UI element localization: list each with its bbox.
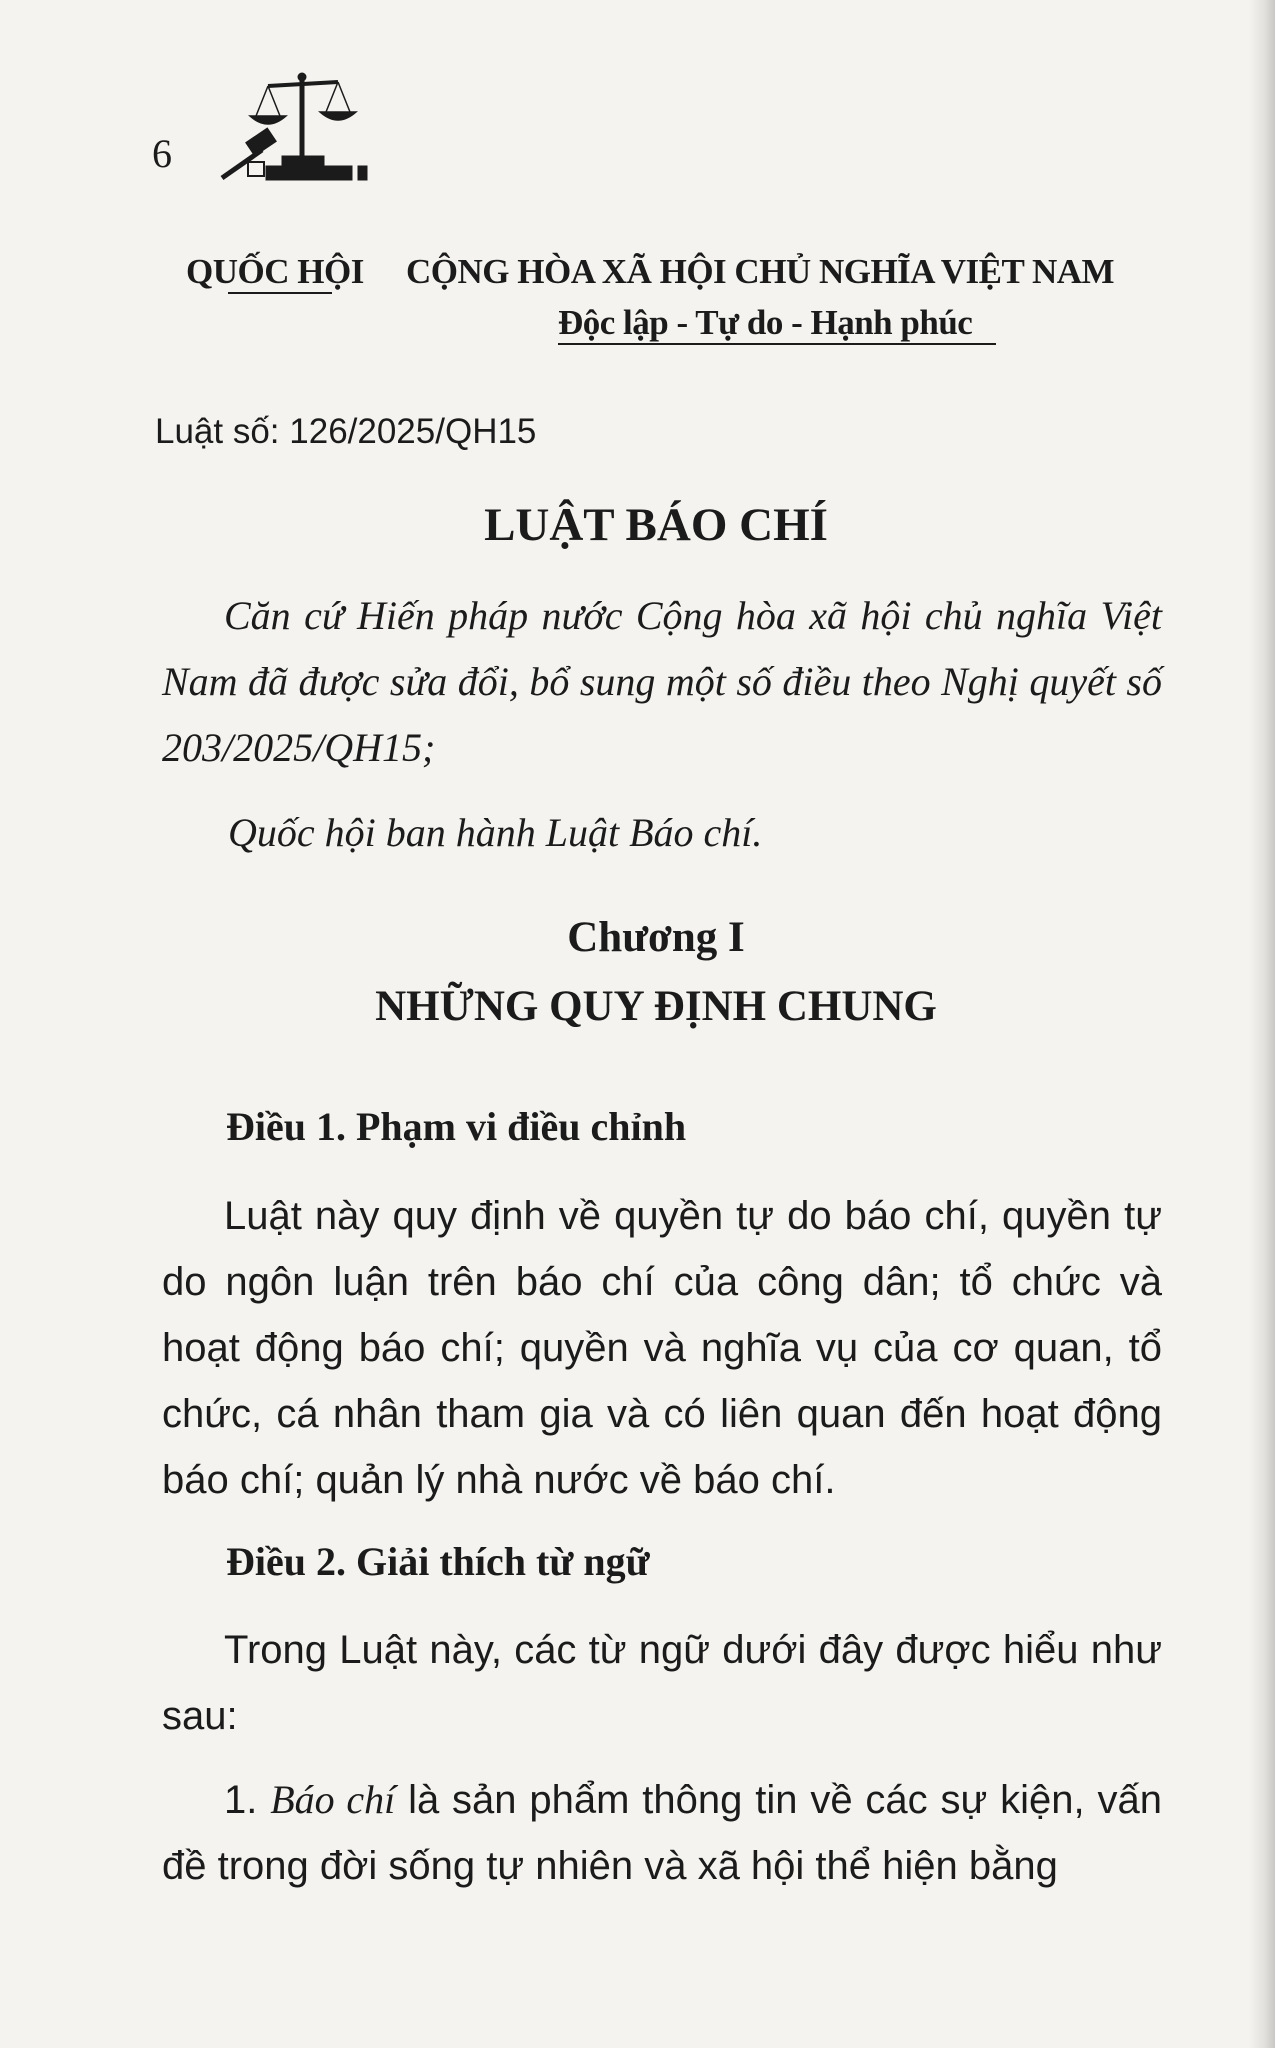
preamble-basis: Căn cứ Hiến pháp nước Cộng hòa xã hội chủ nghĩa Việt Nam đã được sửa đổi, bổ sung một số điều theo Nghị quyết số 203/2025/QH15; xyxy=(162,593,1162,770)
national-title: CỘNG HÒA XÃ HỘI CHỦ NGHĨA VIỆT NAM xyxy=(406,252,1115,291)
item-term: Báo chí xyxy=(270,1777,396,1822)
item-text: là sản phẩm thông tin về các sự kiện, vấn đề trong đời sống tự nhiên và xã hội thể hiện bằng xyxy=(162,1778,1162,1888)
article-2-heading: Điều 2. Giải thích từ ngữ xyxy=(226,1539,650,1584)
item-number: 1. xyxy=(224,1778,258,1822)
national-motto: Độc lập - Tự do - Hạnh phúc xyxy=(558,303,973,342)
article-2-item-1 xyxy=(162,1767,1162,1899)
motto-underline xyxy=(558,343,996,345)
chapter-label: Chương I xyxy=(567,914,745,961)
article-1-body: Luật này quy định về quyền tự do báo chí, quyền tự do ngôn luận trên báo chí của công dân; tổ chức và hoạt động báo chí; quyền và nghĩa vụ của cơ quan, tổ chức, cá nhân tham gia và có liên quan đến hoạt động báo chí; quản lý nhà nước về báo chí. xyxy=(162,1194,1162,1502)
page-number: 6 xyxy=(152,131,172,176)
organization-underline xyxy=(228,292,332,294)
chapter-title: NHỮNG QUY ĐỊNH CHUNG xyxy=(375,983,937,1030)
article-2-intro: Trong Luật này, các từ ngữ dưới đây được hiểu như sau: xyxy=(162,1628,1162,1738)
issuing-organization: QUỐC HỘI xyxy=(186,252,364,291)
document-title: LUẬT BÁO CHÍ xyxy=(484,499,828,551)
law-number: Luật số: 126/2025/QH15 xyxy=(155,412,537,451)
preamble-enactment: Quốc hội ban hành Luật Báo chí. xyxy=(228,810,763,855)
article-1-heading: Điều 1. Phạm vi điều chỉnh xyxy=(226,1104,687,1149)
scales-of-justice-gavel-icon xyxy=(220,70,400,185)
